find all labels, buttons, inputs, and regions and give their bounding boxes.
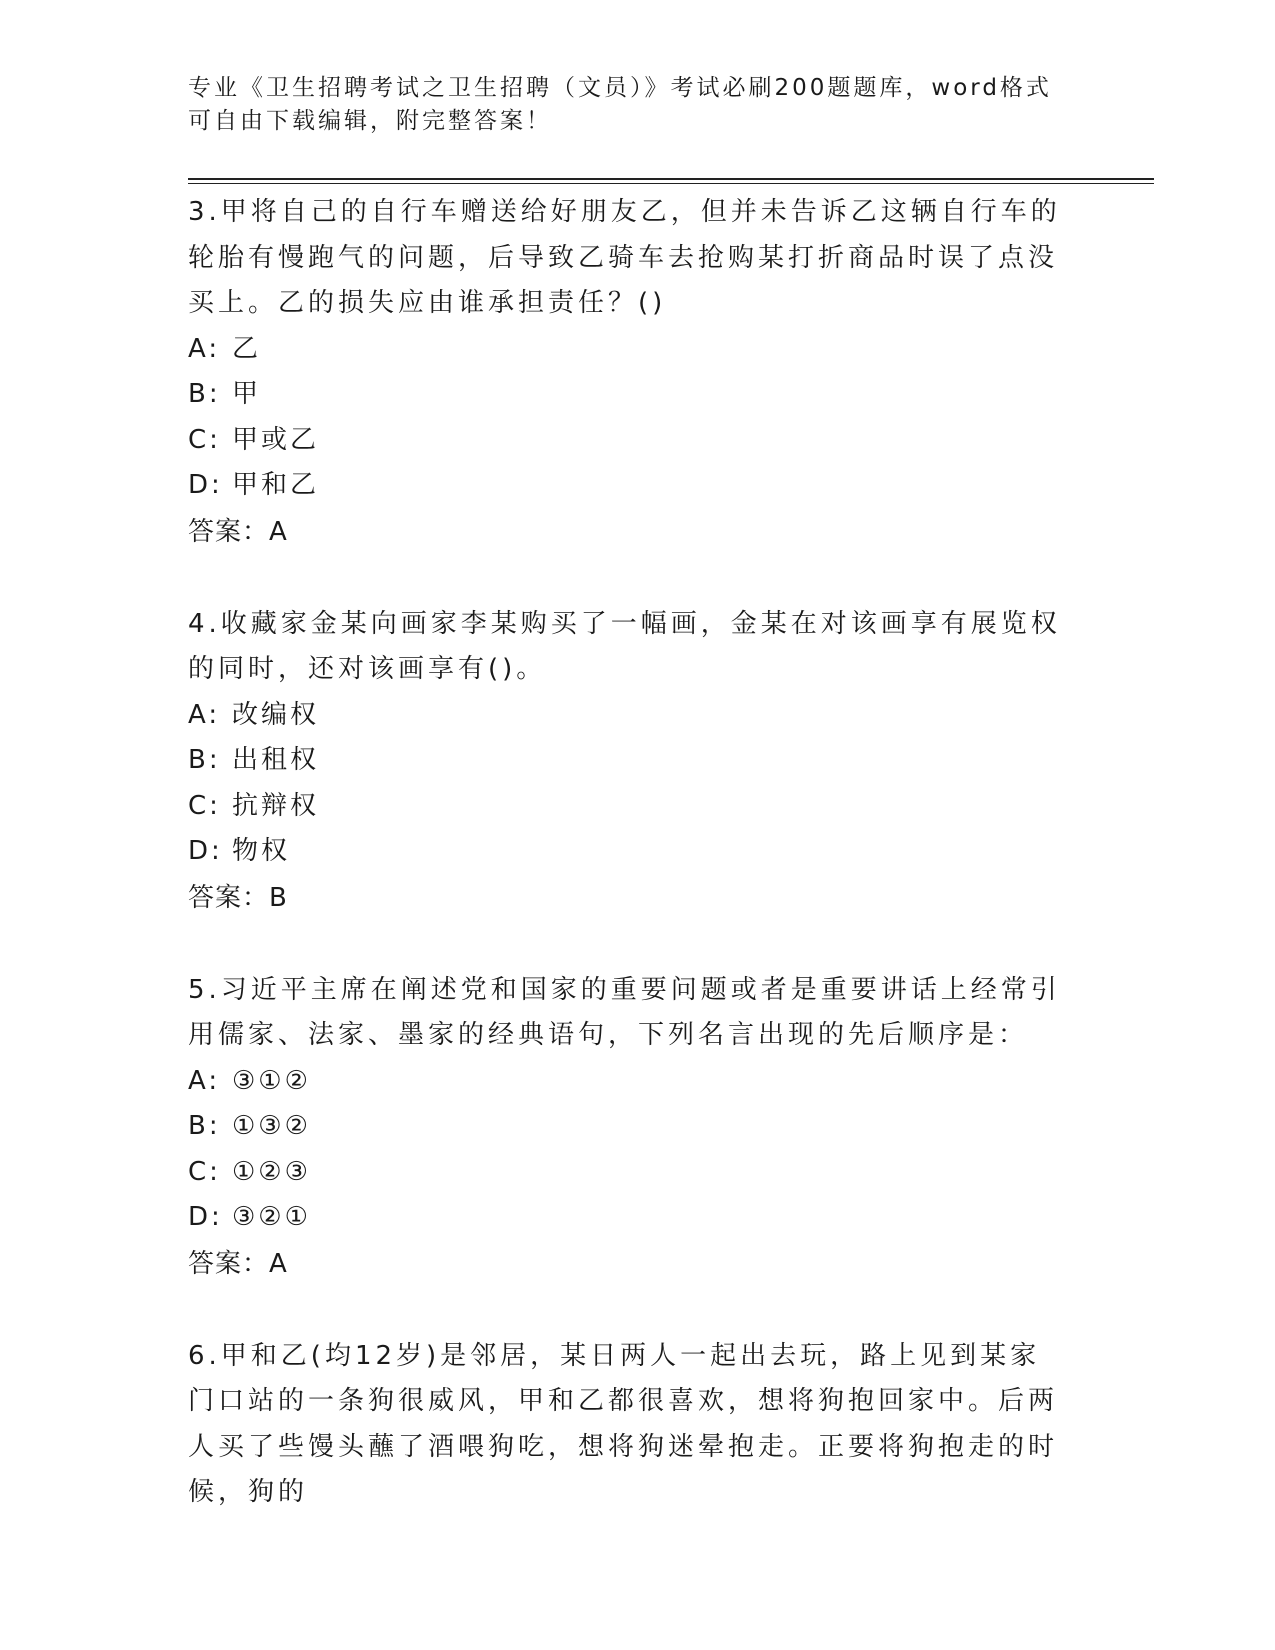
option-b xyxy=(188,738,1068,784)
option-a xyxy=(188,1059,1068,1105)
option-text: 甲 xyxy=(232,379,262,409)
option-c xyxy=(188,1150,1068,1196)
question-6 xyxy=(188,1334,1068,1516)
option-letter: D: xyxy=(188,836,223,866)
option-letter: C: xyxy=(188,1156,221,1187)
option-text: ①②③ xyxy=(232,1156,311,1187)
option-letter: B: xyxy=(188,1111,221,1141)
option-letter: B: xyxy=(188,379,221,409)
option-d xyxy=(188,463,1068,509)
question-4 xyxy=(188,602,1068,921)
option-b xyxy=(188,372,1068,418)
answer-label: 答案： xyxy=(188,1248,270,1279)
document-header: 专业《卫生招聘考试之卫生招聘（文员）》考试必刷200题题库，word格式可自由下载编辑，附完整答案！ xyxy=(188,75,1052,134)
option-d xyxy=(188,1195,1068,1241)
header-divider-thick xyxy=(188,178,1154,180)
option-text: ③②① xyxy=(232,1202,311,1232)
option-text: 乙 xyxy=(232,333,262,364)
option-text: 改编权 xyxy=(232,699,320,730)
question-stem: 3.甲将自己的自行车赠送给好朋友乙，但并未告诉乙这辆自行车的轮胎有慢跑气的问题，后导致乙骑车去抢购某打折商品时误了点没买上。乙的损失应由谁承担责任？() xyxy=(188,197,1061,318)
answer-label: 答案： xyxy=(188,882,270,913)
answer-line xyxy=(188,1241,1068,1287)
answer-line xyxy=(188,509,1068,555)
option-letter: A: xyxy=(188,1065,221,1096)
option-c xyxy=(188,784,1068,830)
question-stem: 4.收藏家金某向画家李某购买了一幅画，金某在对该画享有展览权的同时，还对该画享有()。 xyxy=(188,608,1061,684)
option-text: 抗辩权 xyxy=(232,790,320,821)
option-a xyxy=(188,327,1068,373)
question-stem: 5.习近平主席在阐述党和国家的重要问题或者是重要讲话上经常引用儒家、法家、墨家的经典语句，下列名言出现的先后顺序是： xyxy=(188,974,1061,1050)
option-text: 出租权 xyxy=(232,745,320,775)
answer-line xyxy=(188,875,1068,921)
option-text: 甲和乙 xyxy=(232,470,320,500)
option-a xyxy=(188,693,1068,739)
question-5 xyxy=(188,968,1068,1287)
answer-value: B xyxy=(269,882,288,913)
option-letter: C: xyxy=(188,424,221,455)
option-letter: D: xyxy=(188,470,223,500)
question-stem: 6.甲和乙(均12岁)是邻居，某日两人一起出去玩，路上见到某家门口站的一条狗很威风，甲和乙都很喜欢，想将狗抱回家中。后两人买了些馒头蘸了酒喂狗吃，想将狗迷晕抱走。正要将狗抱走的时候，狗的 xyxy=(188,1340,1059,1507)
option-text: ①③② xyxy=(232,1111,311,1141)
option-c xyxy=(188,418,1068,464)
question-list xyxy=(188,190,1068,1563)
answer-value: A xyxy=(269,516,288,547)
answer-value: A xyxy=(269,1248,288,1279)
option-text: 物权 xyxy=(232,836,291,866)
option-d xyxy=(188,829,1068,875)
question-3 xyxy=(188,190,1068,555)
option-text: ③①② xyxy=(232,1065,311,1096)
option-letter: A: xyxy=(188,699,221,730)
header-divider-thin xyxy=(188,183,1154,184)
answer-label: 答案： xyxy=(188,516,270,547)
option-letter: C: xyxy=(188,790,221,821)
option-letter: D: xyxy=(188,1202,223,1232)
option-text: 甲或乙 xyxy=(232,424,320,455)
option-b xyxy=(188,1104,1068,1150)
option-letter: A: xyxy=(188,333,221,364)
option-letter: B: xyxy=(188,745,221,775)
